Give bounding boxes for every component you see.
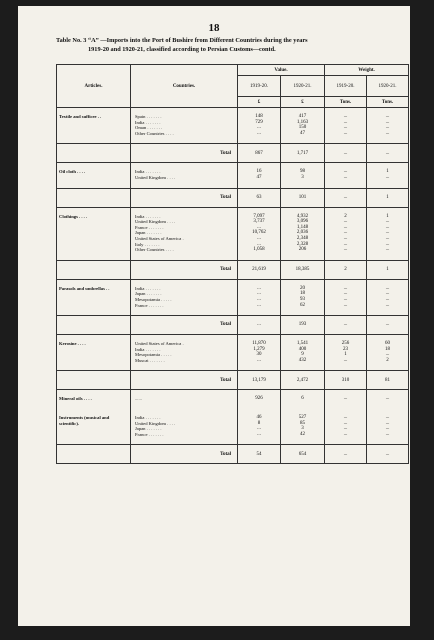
value-1920-21: 527 85 3 42: [281, 409, 325, 445]
total-value-1920-21: 2,472: [281, 371, 325, 390]
total-row: [57, 188, 409, 207]
weight-1920-21: 1 ... ... ... ... ... ...: [367, 207, 409, 260]
value-1920-21: 20 18 93 62: [281, 279, 325, 315]
total-value-1920-21: 101: [281, 188, 325, 207]
value-1920-21: 417 1,163 150 47: [281, 108, 325, 144]
value-1919-20: 148 729 ... ...: [238, 108, 281, 144]
table-row: [57, 335, 409, 371]
table-row: [57, 108, 409, 144]
total-weight-1919-20: 2: [325, 260, 367, 279]
caption-line-1: Table No. 3 “A” —Imports into the Port of Bushire from Different Countries during the years: [56, 37, 308, 44]
total-spacer: [57, 445, 131, 464]
header-articles: Articles.: [57, 65, 131, 108]
total-spacer: [57, 188, 131, 207]
total-value-1919-20: 21,619: [238, 260, 281, 279]
article-name: Instruments (musical and scientific).: [57, 409, 131, 445]
value-1919-20: 11,870 1,279 30 ...: [238, 335, 281, 371]
total-weight-1920-21: 1: [367, 188, 409, 207]
country-list: India . . . . . . . United Kingdom . . . . Japan . . . . . . . France . . . . . . .: [131, 409, 238, 445]
document-page: [18, 6, 410, 626]
weight-1920-21: ... ... ... ...: [367, 279, 409, 315]
weight-1919-20: ... ... ... ...: [325, 108, 367, 144]
value-1919-20: 16 47: [238, 163, 281, 188]
total-value-1919-20: 867: [238, 144, 281, 163]
unit-weight-1: Tons.: [325, 97, 367, 108]
country-list: ......: [131, 390, 238, 409]
total-weight-1919-20: ...: [325, 144, 367, 163]
total-weight-1920-21: ...: [367, 316, 409, 335]
country-list: India . . . . . . . United Kingdom . . . .: [131, 163, 238, 188]
total-spacer: [57, 260, 131, 279]
header-value: Value.: [238, 65, 325, 76]
article-name: Kerosine . . . .: [57, 335, 131, 371]
total-value-1920-21: 18,385: [281, 260, 325, 279]
caption-line-2: 1919-20 and 1920-21, classified according to Persian Customs—contd.: [88, 46, 276, 53]
article-name: Oil cloth . . . .: [57, 163, 131, 188]
total-row: [57, 371, 409, 390]
table-row: [57, 207, 409, 260]
country-list: Spain . . . . . . . India . . . . . . . Oman . . . . . . . Other Countries . . . .: [131, 108, 238, 144]
article-name: Parasols and umbrellas . .: [57, 279, 131, 315]
total-spacer: [57, 316, 131, 335]
value-1920-21: 4,932 3,096 1,148 2,036 2,348 2,328 206: [281, 207, 325, 260]
imports-table: [56, 64, 409, 464]
table-row: [57, 409, 409, 445]
total-row: [57, 445, 409, 464]
total-row: [57, 316, 409, 335]
total-value-1919-20: 54: [238, 445, 281, 464]
total-weight-1920-21: ...: [367, 144, 409, 163]
total-spacer: [57, 371, 131, 390]
weight-1919-20: ... ... ... ...: [325, 279, 367, 315]
total-row: [57, 260, 409, 279]
weight-1920-21: ...: [367, 390, 409, 409]
value-1920-21: 98 3: [281, 163, 325, 188]
header-year-weight-1920: 1920-21.: [367, 76, 409, 97]
total-value-1919-20: 13,179: [238, 371, 281, 390]
table-row: [57, 279, 409, 315]
total-value-1919-20: 63: [238, 188, 281, 207]
total-label: Total: [131, 445, 238, 464]
table-body: [57, 108, 409, 464]
total-label: Total: [131, 316, 238, 335]
country-list: India . . . . . . . United Kingdom . . . . France . . . . . . . Japan . . . . . . . United States of America . Italy . . . . . . . Other Countries . . . .: [131, 207, 238, 260]
weight-1920-21: ... ... ... ...: [367, 108, 409, 144]
weight-1920-21: 60 18 ... 2: [367, 335, 409, 371]
total-value-1919-20: ...: [238, 316, 281, 335]
total-value-1920-21: 654: [281, 445, 325, 464]
total-weight-1919-20: ...: [325, 445, 367, 464]
total-weight-1920-21: 1: [367, 260, 409, 279]
total-weight-1920-21: 81: [367, 371, 409, 390]
article-name: Mineral oils . . . .: [57, 390, 131, 409]
total-weight-1919-20: 310: [325, 371, 367, 390]
total-weight-1920-21: ...: [367, 445, 409, 464]
header-countries: Countries.: [131, 65, 238, 108]
weight-1919-20: ... ... ... ...: [325, 409, 367, 445]
unit-value-2: £: [281, 97, 325, 108]
table-row: [57, 163, 409, 188]
article-name: Textile and sufficee . .: [57, 108, 131, 144]
header-year-value-1920: 1920-21.: [281, 76, 325, 97]
value-1919-20: ... ... ... ...: [238, 279, 281, 315]
header-weight: Weight.: [325, 65, 409, 76]
total-label: Total: [131, 371, 238, 390]
weight-1919-20: 2 ... ... ... ... ... ...: [325, 207, 367, 260]
total-value-1920-21: 193: [281, 316, 325, 335]
country-list: India . . . . . . . Japan . . . . . . . Mesopotamia . . . . . France . . . . . . .: [131, 279, 238, 315]
weight-1920-21: ... ... ... ...: [367, 409, 409, 445]
value-1920-21: 6: [281, 390, 325, 409]
total-spacer: [57, 144, 131, 163]
header-year-weight-1919: 1919-20.: [325, 76, 367, 97]
value-1919-20: 926: [238, 390, 281, 409]
value-1919-20: 46 8 ... ...: [238, 409, 281, 445]
total-row: [57, 144, 409, 163]
weight-1920-21: 1 ...: [367, 163, 409, 188]
country-list: United States of America . India . . . . . . . Mesopotamia . . . . . Muscat . . . . . . .: [131, 335, 238, 371]
total-label: Total: [131, 144, 238, 163]
total-label: Total: [131, 188, 238, 207]
page-number: 18: [208, 22, 220, 34]
weight-1919-20: ...: [325, 390, 367, 409]
total-value-1920-21: 1,717: [281, 144, 325, 163]
value-1920-21: 1,541 400 9 432: [281, 335, 325, 371]
table-row: [57, 390, 409, 409]
total-weight-1919-20: ...: [325, 188, 367, 207]
unit-weight-2: Tons.: [367, 97, 409, 108]
unit-value-1: £: [238, 97, 281, 108]
table-caption: [56, 36, 416, 54]
weight-1919-20: ... ...: [325, 163, 367, 188]
header-year-value-1919: 1919-20.: [238, 76, 281, 97]
total-weight-1919-20: ...: [325, 316, 367, 335]
value-1919-20: 7,097 3,737 ... 10,762 ... ... 1,058: [238, 207, 281, 260]
total-label: Total: [131, 260, 238, 279]
article-name: Clothings . . . .: [57, 207, 131, 260]
weight-1919-20: 256 23 1 ...: [325, 335, 367, 371]
